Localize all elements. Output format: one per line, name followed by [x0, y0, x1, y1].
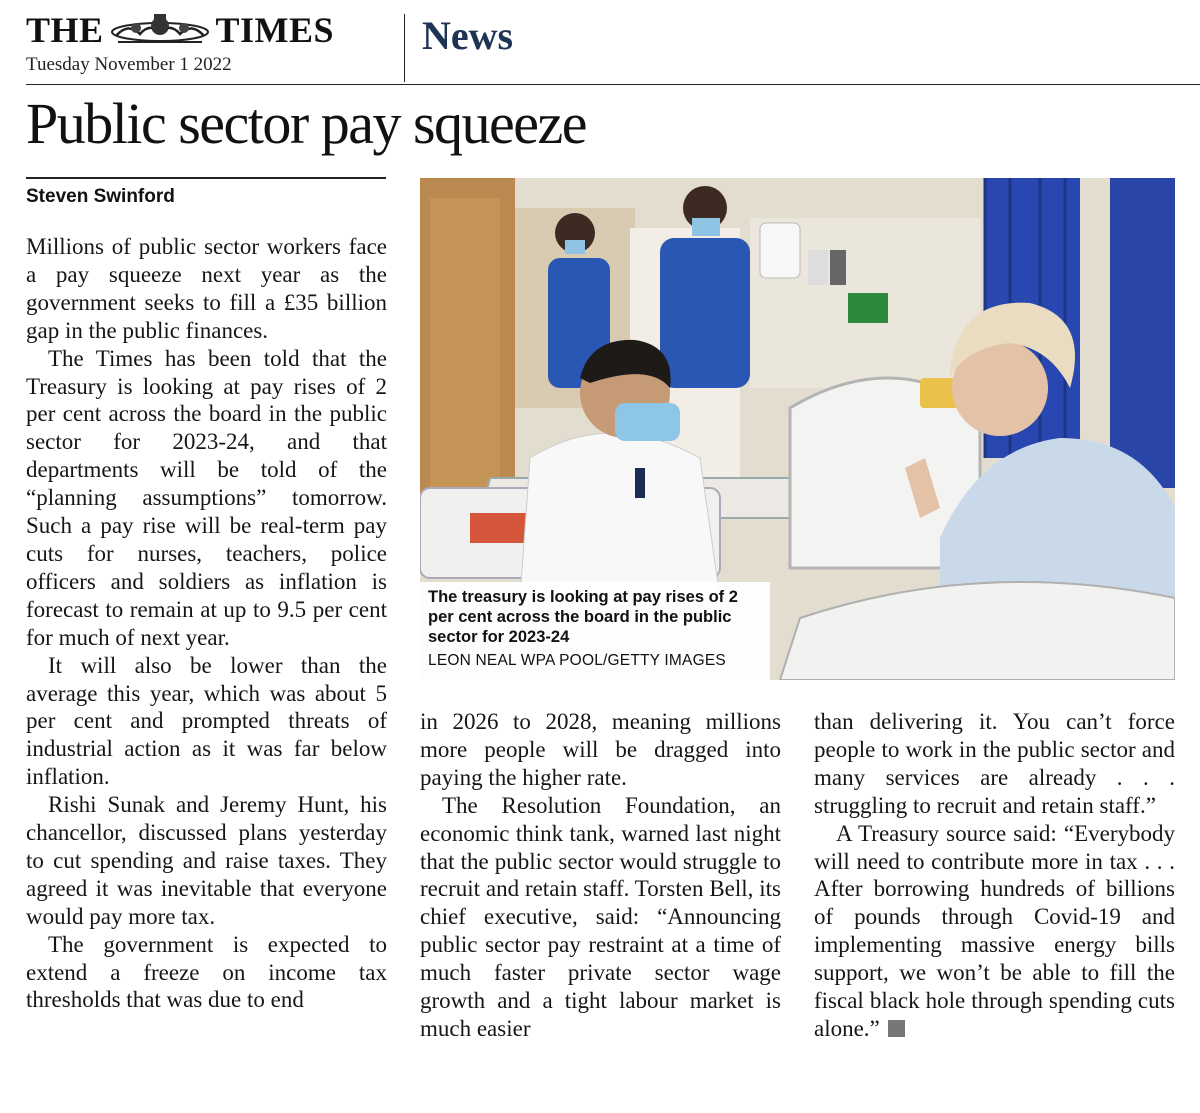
royal-crest-icon: [108, 12, 212, 48]
article-column-1: [26, 233, 387, 1014]
byline-rule: [26, 177, 386, 179]
times-logo: [26, 12, 396, 48]
byline: Steven Swinford: [26, 186, 175, 207]
end-of-article-square-icon: [888, 1020, 905, 1037]
paragraph: The Resolution Foundation, an economic think tank, warned last night that the public sector would struggle to recruit and retain staff. Torsten Bell, its chief executive, said: “Announcing public sector pay restraint at a time of much faster private sector wage growth and a tight labour market is much easier: [420, 792, 781, 1041]
article-column-2: [420, 708, 781, 1043]
paragraph: than delivering it. You can’t force people to work in the public sector and many services are already . . . struggling to recruit and retain staff.”: [814, 709, 1175, 818]
paragraph: Millions of public sector workers face a pay squeeze next year as the government seeks to fill a £35 billion gap in the public finances.: [26, 234, 387, 343]
issue-date: Tuesday November 1 2022: [26, 54, 232, 75]
paragraph: Rishi Sunak and Jeremy Hunt, his chancellor, discussed plans yesterday to cut spending and raise taxes. They agreed it was inevitable that everyone would pay more tax.: [26, 792, 387, 929]
paragraph: in 2026 to 2028, meaning millions more people will be dragged into paying the higher rate.: [420, 709, 781, 790]
paragraph: It will also be lower than the average this year, which was about 5 per cent and prompted threats of industrial action as it was far below inflation.: [26, 652, 387, 790]
masthead-divider: [404, 14, 405, 82]
paragraph-text: A Treasury source said: “Everybody will need to contribute more in tax . . . After borrowing hundreds of billions of pounds through Covid-19 and implementing massive energy bills support, we won’t be able to fill the fiscal black hole through spending cuts alone.”: [814, 820, 1175, 1041]
masthead: [26, 12, 396, 76]
paragraph: The government is expected to extend a freeze on income tax thresholds that was due to end: [26, 931, 387, 1013]
photo-caption: The treasury is looking at pay rises of 2 per cent across the board in the public sector for 2023-24: [428, 588, 738, 646]
logo-word-the: THE: [26, 10, 104, 50]
article-column-3: [814, 708, 1175, 1043]
section-label: News: [422, 13, 514, 58]
logo-word-times: TIMES: [215, 10, 335, 50]
headline: Public sector pay squeeze: [26, 91, 587, 156]
photo-credit: LEON NEAL WPA POOL/GETTY IMAGES: [428, 652, 726, 669]
final-paragraph: [814, 820, 1175, 1043]
photo-caption-box: [420, 582, 770, 680]
paragraph: The Times has been told that the Treasury is looking at pay rises of 2 per cent across the board in the public sector for 2023-24, and that departments will be told of the “planning assumptions” tomorrow. Such a pay rise will be real-term pay cuts for nurses, teachers, police officers and soldiers as inflation is forecast to remain at up to 9.5 per cent for much of next year.: [26, 345, 387, 650]
masthead-rule: [26, 84, 1200, 85]
